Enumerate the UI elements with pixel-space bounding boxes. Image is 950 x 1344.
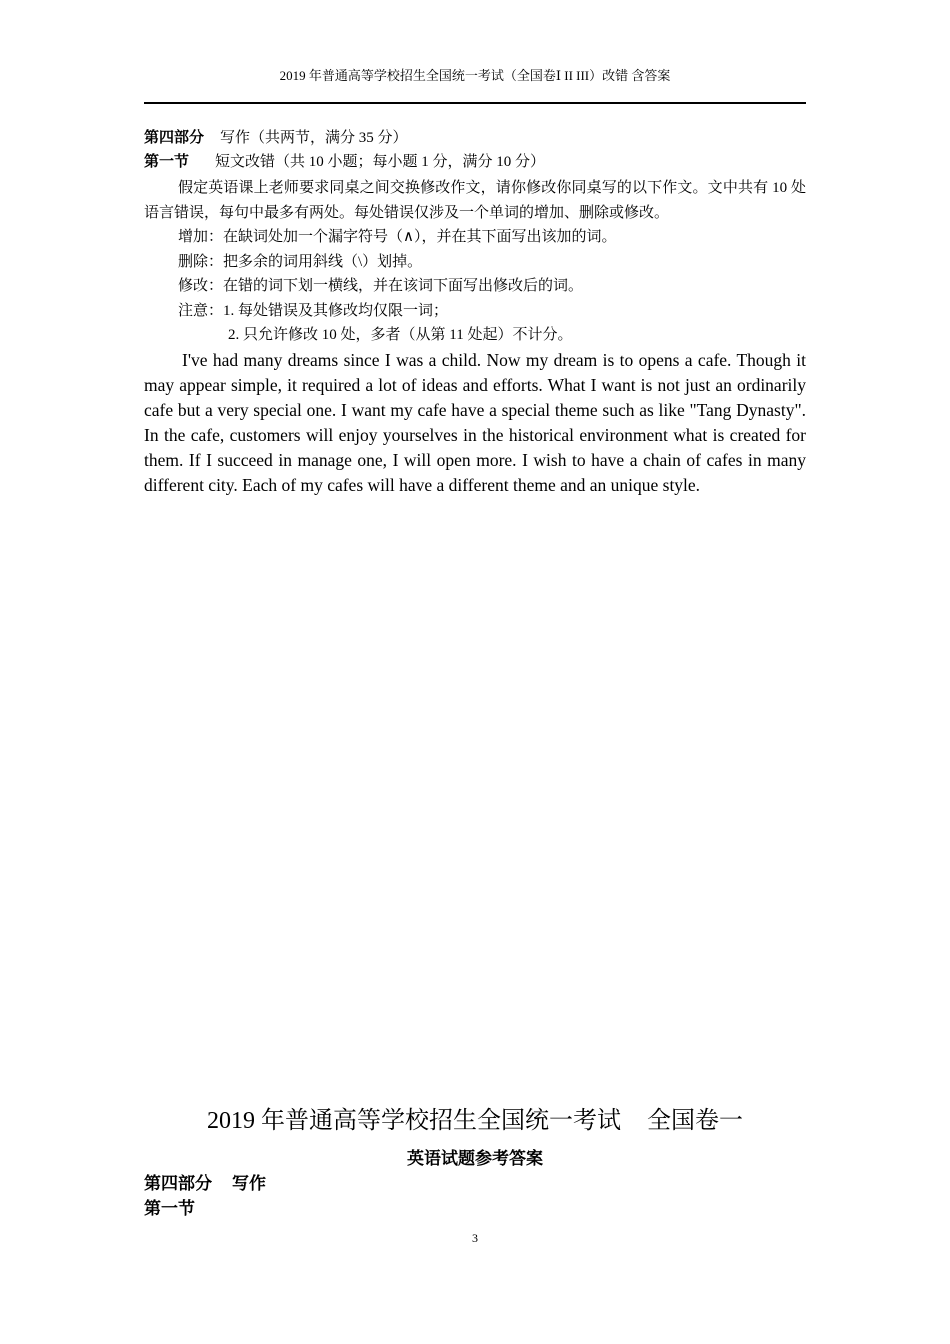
instruction-note-1: 注意：1. 每处错误及其修改均仅限一词； bbox=[178, 302, 449, 319]
answer-part-heading bbox=[144, 1171, 266, 1197]
answer-part-label: 第四部分 bbox=[144, 1174, 212, 1193]
instructions-intro: 假定英语课上老师要求同桌之间交换修改作文，请你修改你同桌写的以下作文。文中共有 10 处语言错误，每句中最多有两处。每处错误仅涉及一个单词的增加、删除或修改。 bbox=[144, 180, 806, 221]
part-four-title: 写作（共两节，满分 35 分） bbox=[220, 130, 408, 146]
answer-key-title bbox=[144, 1103, 806, 1139]
page-header: 2019 年普通高等学校招生全国统一考试（全国卷Ⅰ II III）改错 含答案 bbox=[279, 68, 671, 83]
page-number: 3 bbox=[472, 1231, 478, 1245]
instructions-block bbox=[144, 176, 806, 348]
instruction-delete: 删除：把多余的词用斜线（\）划掉。 bbox=[178, 253, 423, 270]
answer-part-title: 写作 bbox=[232, 1174, 266, 1193]
answer-key-exam-name: 2019 年普通高等学校招生全国统一考试 bbox=[207, 1108, 621, 1134]
part-four-label: 第四部分 bbox=[144, 129, 205, 146]
answer-key-paper-name: 全国卷一 bbox=[647, 1108, 743, 1134]
answer-section-heading: 第一节 bbox=[144, 1199, 195, 1218]
part-four-heading bbox=[144, 127, 408, 149]
section-one-title: 短文改错（共 10 小题；每小题 1 分，满分 10 分） bbox=[215, 154, 546, 170]
instruction-note-2: 2. 只允许修改 10 处，多者（从第 11 处起）不计分。 bbox=[228, 327, 573, 343]
header-divider bbox=[144, 102, 806, 104]
error-correction-passage: I've had many dreams since I was a child. Now my dream is to opens a cafe. Though it may appear simple, it required a lot of ideas and efforts. What I want is not just an ordinarily cafe but a very special one. I want my cafe have a special theme such as like "Tang Dynasty". In the cafe, customers will enjoy yourselves in the historical environment what is created for them. If I succeed in manage one, I will open more. I wish to have a chain of cafes in many different city. Each of my cafes will have a different theme and an unique style. bbox=[144, 350, 806, 495]
section-one-label: 第一节 bbox=[144, 153, 190, 170]
section-one-heading bbox=[144, 151, 545, 173]
instruction-modify: 修改：在错的词下划一横线，并在该词下面写出修改后的词。 bbox=[178, 278, 584, 294]
instruction-add: 增加：在缺词处加一个漏字符号（∧），并在其下面写出该加的词。 bbox=[178, 229, 617, 245]
answer-key-subtitle: 英语试题参考答案 bbox=[407, 1149, 543, 1168]
